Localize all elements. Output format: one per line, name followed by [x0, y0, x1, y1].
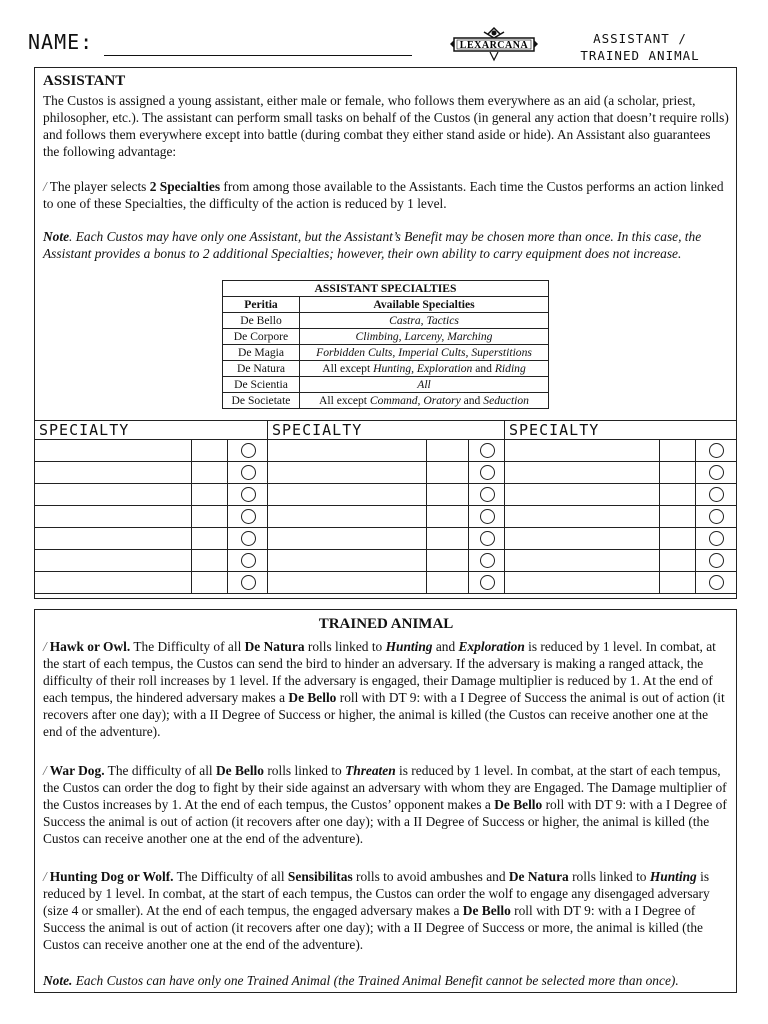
specialties-cell	[300, 361, 549, 377]
specialty-checkbox[interactable]	[241, 487, 256, 502]
text-run: The Difficulty of all	[173, 869, 288, 884]
text-run: The difficulty of all	[104, 763, 216, 778]
text-run: is reduced by 1 level. In combat, at the start of each tempus, the Custos can send the bird to hinder an adversary. If the adversary is making a ranged attack, the difficulty of their roll increases by 1 level. If the adversary is engaged, their Damage multiplier is reduced by 1. At the end of each tempus, the hindered adversary makes a	[43, 639, 716, 705]
assistant-intro-text: The Custos is assigned a young assistant, either male or female, who follows them everywhere as an aid (a scholar, priest, philosopher, etc.). The assistant can perform small tasks on behalf of the Custos (in general any action that doesn’t require rolls) and follows them everywhere except into battle (during combat they either stand aside or hide). An Assistant also guarantees the following advantage:	[43, 93, 729, 159]
text-run: De Bello	[216, 763, 264, 778]
specialty-checkbox[interactable]	[709, 465, 724, 480]
specialty-checkbox[interactable]	[709, 553, 724, 568]
text-run: roll with DT 9: with a I Degree of Success the animal is out of action (it recovers after one day); with a II Degree of Success or more, the animal is killed (the Custos can receive another one at the end of the adventure).	[43, 903, 704, 952]
specialty-check-cell	[469, 440, 505, 462]
specialty-name-field[interactable]	[35, 572, 192, 594]
text-run: and	[432, 639, 459, 654]
specialty-value-field[interactable]	[427, 484, 469, 506]
specialties-italic: Command, Oratory	[369, 393, 461, 407]
specialty-value-field[interactable]	[192, 528, 228, 550]
specialties-italic: Hunting, Exploration	[373, 361, 473, 375]
specialty-check-cell	[696, 550, 736, 572]
specialty-name-field[interactable]	[35, 462, 192, 484]
assistant-section	[34, 67, 737, 599]
text-run: rolls linked to	[568, 869, 650, 884]
specialty-name-field[interactable]	[268, 440, 427, 462]
bullet-icon: /	[43, 763, 47, 778]
peritia-cell: De Societate	[223, 393, 300, 409]
specialty-value-field[interactable]	[427, 440, 469, 462]
text-run: Exploration	[458, 639, 525, 654]
svg-text:LEXARCANA: LEXARCANA	[459, 40, 529, 51]
text-run: The Difficulty of all	[130, 639, 245, 654]
specialty-checkbox[interactable]	[709, 531, 724, 546]
bullet-icon: /	[43, 179, 47, 194]
specialty-checkbox[interactable]	[480, 553, 495, 568]
specialty-name-field[interactable]	[505, 550, 660, 572]
bullet-icon: /	[43, 869, 47, 884]
text-run: is reduced by 1 level. In combat, at the start of each tempus, the Custos can order the wolf to engage any disengaged adversary (size 4 or smaller). At the end of each tempus, the engaged adversary makes a	[43, 869, 710, 918]
table-row	[223, 313, 549, 329]
specialty-name-field[interactable]	[35, 484, 192, 506]
specialty-name-field[interactable]	[35, 506, 192, 528]
specialty-name-field[interactable]	[268, 550, 427, 572]
text-run: De Natura	[508, 869, 569, 884]
specialty-check-cell	[228, 462, 268, 484]
trained-animal-title: TRAINED ANIMAL	[318, 616, 454, 632]
specialties-cell	[300, 393, 549, 409]
specialty-checkbox[interactable]	[709, 509, 724, 524]
name-field-line[interactable]	[104, 55, 412, 56]
specialty-name-field[interactable]	[505, 484, 660, 506]
specialty-value-field[interactable]	[660, 572, 696, 594]
hawk-name: Hawk or Owl.	[49, 639, 131, 654]
assistant-specialties-table	[222, 280, 549, 409]
table-row	[223, 345, 549, 361]
specialty-value-field[interactable]	[660, 528, 696, 550]
specialty-name-field[interactable]	[505, 528, 660, 550]
specialties-plain: All except	[322, 361, 374, 375]
assistant-intro	[43, 92, 729, 160]
specialty-checkbox[interactable]	[480, 531, 495, 546]
specialty-check-cell	[696, 440, 736, 462]
specialty-value-field[interactable]	[192, 484, 228, 506]
specialty-value-field[interactable]	[660, 506, 696, 528]
specialty-checkbox[interactable]	[241, 443, 256, 458]
specialty-value-field[interactable]	[427, 528, 469, 550]
specialty-value-field[interactable]	[192, 506, 228, 528]
peritia-cell: De Scientia	[223, 377, 300, 393]
specialty-value-field[interactable]	[192, 440, 228, 462]
specialty-value-field[interactable]	[660, 440, 696, 462]
specialty-value-field[interactable]	[427, 462, 469, 484]
specialties-plain: All except	[319, 393, 370, 407]
specialties-cell	[300, 329, 549, 345]
specialty-check-cell	[228, 528, 268, 550]
trained-animal-section	[34, 609, 737, 993]
text-run: roll with DT 9: with a I Degree of Success the animal is out of action (it recovers after one day); with a II Degree of Success or higher, the animal is killed (the Custos can receive another one at the end of the adventure).	[43, 797, 727, 846]
sheet-title	[560, 30, 720, 64]
table-row	[223, 393, 549, 409]
specialty-checkbox[interactable]	[480, 575, 495, 590]
wolf-paragraph	[43, 868, 729, 953]
specialty-checkbox[interactable]	[709, 443, 724, 458]
specialty-check-cell	[469, 484, 505, 506]
table-row	[223, 329, 549, 345]
bullet-post: from among those available to the Assistants. Each time the Custos performs an action linked to one of these Specialties, the difficulty of the action is reduced by 1 level.	[43, 179, 724, 211]
specialties-italic: Forbidden Cults, Imperial Cults, Superstitions	[316, 345, 532, 359]
specialty-checkbox[interactable]	[480, 509, 495, 524]
specialty-value-field[interactable]	[427, 572, 469, 594]
specialties-cell	[300, 377, 549, 393]
specialty-name-field[interactable]	[268, 506, 427, 528]
animal-note	[43, 972, 729, 989]
specialty-value-field[interactable]	[192, 462, 228, 484]
peritia-cell: De Magia	[223, 345, 300, 361]
specialty-value-field[interactable]	[192, 550, 228, 572]
text-run: rolls to avoid ambushes and	[352, 869, 509, 884]
specialty-check-cell	[696, 572, 736, 594]
bullet-pre: The player selects	[49, 179, 150, 194]
specialty-check-cell	[469, 528, 505, 550]
note-label: Note	[43, 229, 70, 244]
specialty-entry-grid	[35, 420, 736, 597]
peritia-cell: De Natura	[223, 361, 300, 377]
specialty-name-field[interactable]	[505, 506, 660, 528]
specialty-checkbox[interactable]	[241, 553, 256, 568]
specialties-italic: All	[417, 377, 431, 391]
specialty-name-field[interactable]	[505, 572, 660, 594]
specialty-check-cell	[228, 506, 268, 528]
assistant-note	[43, 228, 729, 262]
text-run: Hunting	[385, 639, 433, 654]
text-run: rolls linked to	[304, 639, 386, 654]
specialty-check-cell	[228, 484, 268, 506]
text-run: Hunting	[649, 869, 697, 884]
war-dog-paragraph	[43, 762, 729, 847]
specialty-checkbox[interactable]	[709, 487, 724, 502]
specialty-checkbox[interactable]	[480, 465, 495, 480]
hawk-paragraph	[43, 638, 729, 740]
specialties-italic: Castra, Tactics	[389, 313, 459, 327]
text-run: is reduced by 1 level. In combat, at the start of each tempus, the Custos can order the dog to fight by their side against an adversary with whom they are Engaged. The Damage multiplier of the Custos increases by 1. At the end of each tempus, the Custos’ opponent makes a	[43, 763, 727, 812]
specialty-value-field[interactable]	[660, 484, 696, 506]
text-run: rolls linked to	[263, 763, 346, 778]
specialties-italic: Riding	[494, 361, 526, 375]
specialty-checkbox[interactable]	[480, 443, 495, 458]
specialty-check-cell	[228, 440, 268, 462]
text-run: Sensibilitas	[287, 869, 353, 884]
assistant-bullet	[43, 178, 729, 212]
note-label: Note.	[43, 973, 73, 988]
specialty-check-cell	[696, 484, 736, 506]
text-run: Threaten	[345, 763, 396, 778]
specialty-value-field[interactable]	[660, 550, 696, 572]
specialty-name-field[interactable]	[505, 440, 660, 462]
specialty-checkbox[interactable]	[709, 575, 724, 590]
sheet-title-line1: ASSISTANT /	[593, 31, 687, 46]
specialties-plain: and	[460, 393, 484, 407]
specialties-cell	[300, 345, 549, 361]
specialty-name-field[interactable]	[268, 462, 427, 484]
specialty-column-header: SPECIALTY	[35, 420, 268, 440]
specialty-value-field[interactable]	[660, 462, 696, 484]
specialties-plain: and	[472, 361, 495, 375]
text-run: De Bello	[288, 690, 337, 705]
peritia-cell: De Corpore	[223, 329, 300, 345]
specialty-check-cell	[228, 550, 268, 572]
text-run: De Bello	[462, 903, 511, 918]
specialty-check-cell	[469, 572, 505, 594]
specialty-check-cell	[469, 550, 505, 572]
wolf-name: Hunting Dog or Wolf.	[49, 869, 174, 884]
specialty-name-field[interactable]	[35, 440, 192, 462]
specialty-column-header: SPECIALTY	[268, 420, 505, 440]
specialty-value-field[interactable]	[427, 506, 469, 528]
specialty-check-cell	[696, 506, 736, 528]
specialty-checkbox[interactable]	[241, 531, 256, 546]
specialty-name-field[interactable]	[268, 528, 427, 550]
specialty-check-cell	[696, 462, 736, 484]
specialty-name-field[interactable]	[505, 462, 660, 484]
text-run: De Natura	[244, 639, 305, 654]
specialty-check-cell	[696, 528, 736, 550]
sheet-title-line2: TRAINED ANIMAL	[580, 48, 700, 63]
specialty-checkbox[interactable]	[241, 465, 256, 480]
specialties-cell	[300, 313, 549, 329]
lexarcana-logo	[448, 26, 540, 62]
bullet-bold: 2 Specialties	[149, 179, 221, 194]
specialty-name-field[interactable]	[35, 550, 192, 572]
specialty-value-field[interactable]	[427, 550, 469, 572]
specialty-name-field[interactable]	[268, 484, 427, 506]
col-header-peritia: Peritia	[223, 297, 300, 313]
name-label: NAME:	[28, 30, 94, 54]
specialty-check-cell	[469, 462, 505, 484]
note-text: Each Custos can have only one Trained Animal (the Trained Animal Benefit cannot be selected more than once).	[72, 973, 679, 988]
specialty-name-field[interactable]	[268, 572, 427, 594]
specialty-column-header: SPECIALTY	[505, 420, 736, 440]
specialty-checkbox[interactable]	[480, 487, 495, 502]
specialty-checkbox[interactable]	[241, 509, 256, 524]
dog-name: War Dog.	[49, 763, 105, 778]
specialty-checkbox[interactable]	[241, 575, 256, 590]
peritia-cell: De Bello	[223, 313, 300, 329]
col-header-specialties: Available Specialties	[300, 297, 549, 313]
note-text: . Each Custos may have only one Assistant, but the Assistant’s Benefit may be chosen more than once. In this case, the Assistant provides a bonus to 2 additional Specialties; however, their own ability to carry equipment does not increase.	[43, 229, 702, 261]
specialty-check-cell	[228, 572, 268, 594]
specialty-check-cell	[469, 506, 505, 528]
table-row	[223, 377, 549, 393]
specialties-italic: Climbing, Larceny, Marching	[355, 329, 493, 343]
bullet-icon: /	[43, 639, 47, 654]
specialty-name-field[interactable]	[35, 528, 192, 550]
table-caption: ASSISTANT SPECIALTIES	[223, 281, 549, 297]
table-row	[223, 361, 549, 377]
text-run: De Bello	[494, 797, 543, 812]
assistant-title: ASSISTANT	[43, 73, 126, 89]
specialty-value-field[interactable]	[192, 572, 228, 594]
specialties-italic: Seduction	[483, 393, 529, 407]
text-run: roll with DT 9: with a I Degree of Success the animal is out of action (it recovers after one day); with a II Degree of Success or higher, the animal is killed (the Custos can receive another one at the end of the adventure).	[43, 690, 725, 739]
